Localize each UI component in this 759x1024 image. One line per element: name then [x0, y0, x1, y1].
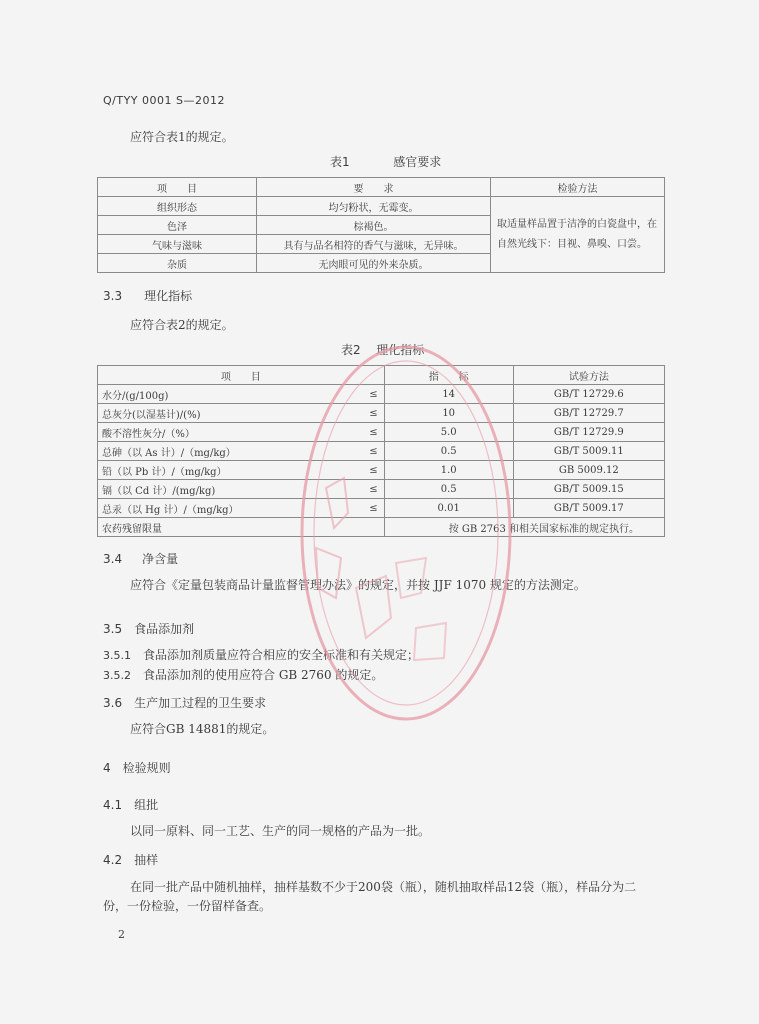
section-4-heading	[103, 759, 171, 776]
section-4-1-text: 以同一原料、同一工艺、生产的同一规格的产品为一批。	[130, 824, 431, 838]
table1-req: 棕褐色。	[257, 216, 491, 235]
table1-caption-title: 感官要求	[393, 155, 442, 169]
table2-symbol: ≤	[351, 404, 384, 423]
table2-method: GB/T 5009.15	[513, 480, 664, 499]
table2-method: GB/T 12729.9	[513, 423, 664, 442]
section-number: 3.4	[103, 552, 123, 566]
section-number: 4.1	[103, 798, 123, 812]
table2-symbol: ≤	[351, 442, 384, 461]
table2-value: 14	[384, 385, 513, 404]
section-3-6-text: 应符合GB 14881的规定。	[130, 722, 275, 736]
item-number: 3.5.2	[103, 669, 131, 682]
table2-header-value: 指 标	[384, 366, 513, 385]
table2-value: 10	[384, 404, 513, 423]
section-4-2-text-line2: 份，一份检验，一份留样备查。	[103, 899, 272, 913]
table2-symbol: ≤	[351, 499, 384, 518]
section-3-3-text: 应符合表2的规定。	[130, 318, 234, 332]
table2-header-method: 试验方法	[513, 366, 664, 385]
page-number: 2	[118, 928, 125, 941]
section-number: 3.5	[103, 622, 123, 636]
section-3-5-1	[103, 646, 419, 663]
item-text: 食品添加剂的使用应符合 GB 2760 的规定。	[143, 668, 384, 682]
section-title: 生产加工过程的卫生要求	[134, 696, 267, 710]
table-row	[98, 404, 665, 423]
section-3-4-heading	[103, 550, 178, 567]
section-3-5-2	[103, 666, 383, 683]
table2-symbol: ≤	[351, 461, 384, 480]
item-text: 食品添加剂质量应符合相应的安全标准和有关规定；	[143, 648, 420, 662]
table2-item: 总砷（以 As 计）/（mg/kg）	[98, 442, 352, 461]
table2-method: GB 5009.12	[513, 461, 664, 480]
table2-caption	[341, 341, 424, 358]
table-row	[98, 385, 665, 404]
table2-item: 总灰分(以湿基计)/(%)	[98, 404, 352, 423]
table1-caption-num: 表1	[330, 155, 350, 169]
section-title: 检验规则	[122, 761, 171, 775]
section-title: 净含量	[142, 552, 179, 566]
table2-item: 总汞（以 Hg 计）/（mg/kg）	[98, 499, 352, 518]
table2-method: GB/T 12729.7	[513, 404, 664, 423]
table1-req: 具有与品名相符的香气与滋味，无异味。	[257, 235, 491, 254]
table1-caption	[330, 153, 441, 170]
document-code: Q/TYY 0001 S—2012	[103, 94, 225, 107]
table2-item: 酸不溶性灰分/（%）	[98, 423, 352, 442]
table2-item: 农药残留限量	[98, 518, 385, 537]
section-title: 食品添加剂	[134, 622, 195, 636]
table-row	[98, 499, 665, 518]
table2-caption-title: 理化指标	[376, 343, 425, 357]
table2-value: 0.01	[384, 499, 513, 518]
table2-header-item: 项 目	[98, 366, 385, 385]
table2-pesticide-text: 按 GB 2763 和相关国家标准的规定执行。	[384, 518, 664, 537]
table-row	[98, 518, 665, 537]
sensory-table	[97, 177, 665, 273]
section-title: 抽样	[134, 853, 159, 867]
table1-item: 气味与滋味	[98, 235, 257, 254]
table1-item: 组织形态	[98, 197, 257, 216]
table2-value: 0.5	[384, 480, 513, 499]
section-number: 4	[103, 761, 111, 775]
table-row	[98, 461, 665, 480]
table2-symbol: ≤	[351, 423, 384, 442]
table2-symbol: ≤	[351, 385, 384, 404]
table1-header-method: 检验方法	[491, 178, 665, 197]
section-3-6-heading	[103, 694, 266, 711]
table1-item: 色泽	[98, 216, 257, 235]
section-number: 3.6	[103, 696, 123, 710]
table2-method: GB/T 5009.17	[513, 499, 664, 518]
table2-symbol: ≤	[351, 480, 384, 499]
section-number: 4.2	[103, 853, 123, 867]
table-row	[98, 423, 665, 442]
intro-text: 应符合表1的规定。	[130, 130, 234, 144]
table1-req: 均匀粉状，无霉变。	[257, 197, 491, 216]
section-3-5-heading	[103, 620, 194, 637]
table2-item: 镉（以 Cd 计）/(mg/kg)	[98, 480, 352, 499]
section-3-4-text: 应符合《定量包装商品计量监督管理办法》的规定，并按 JJF 1070 规定的方法测定。	[130, 578, 586, 592]
table2-method: GB/T 12729.6	[513, 385, 664, 404]
section-3-3-heading	[103, 287, 192, 304]
table-row	[98, 442, 665, 461]
section-number: 3.3	[103, 289, 123, 303]
table2-item: 水分/(g/100g)	[98, 385, 352, 404]
table-row	[98, 480, 665, 499]
section-title: 理化指标	[144, 289, 193, 303]
table2-value: 1.0	[384, 461, 513, 480]
section-title: 组批	[134, 798, 159, 812]
table1-method: 取适量样品置于洁净的白瓷盘中，在自然光线下：目视、鼻嗅、口尝。	[491, 197, 665, 273]
table2-value: 0.5	[384, 442, 513, 461]
table-row	[98, 197, 665, 216]
table1-req: 无肉眼可见的外来杂质。	[257, 254, 491, 273]
table2-method: GB/T 5009.11	[513, 442, 664, 461]
table2-item: 铅（以 Pb 计）/（mg/kg）	[98, 461, 352, 480]
item-number: 3.5.1	[103, 649, 131, 662]
table2-caption-num: 表2	[341, 343, 361, 357]
section-4-1-heading	[103, 796, 158, 813]
table1-header-item: 项 目	[98, 178, 257, 197]
table2-value: 5.0	[384, 423, 513, 442]
table1-header-req: 要 求	[257, 178, 491, 197]
section-4-2-heading	[103, 851, 158, 868]
physicochemical-table	[97, 365, 665, 537]
table1-item: 杂质	[98, 254, 257, 273]
section-4-2-text-line1: 在同一批产品中随机抽样，抽样基数不少于200袋（瓶），随机抽取样品12袋（瓶），样品分为二	[130, 880, 637, 894]
